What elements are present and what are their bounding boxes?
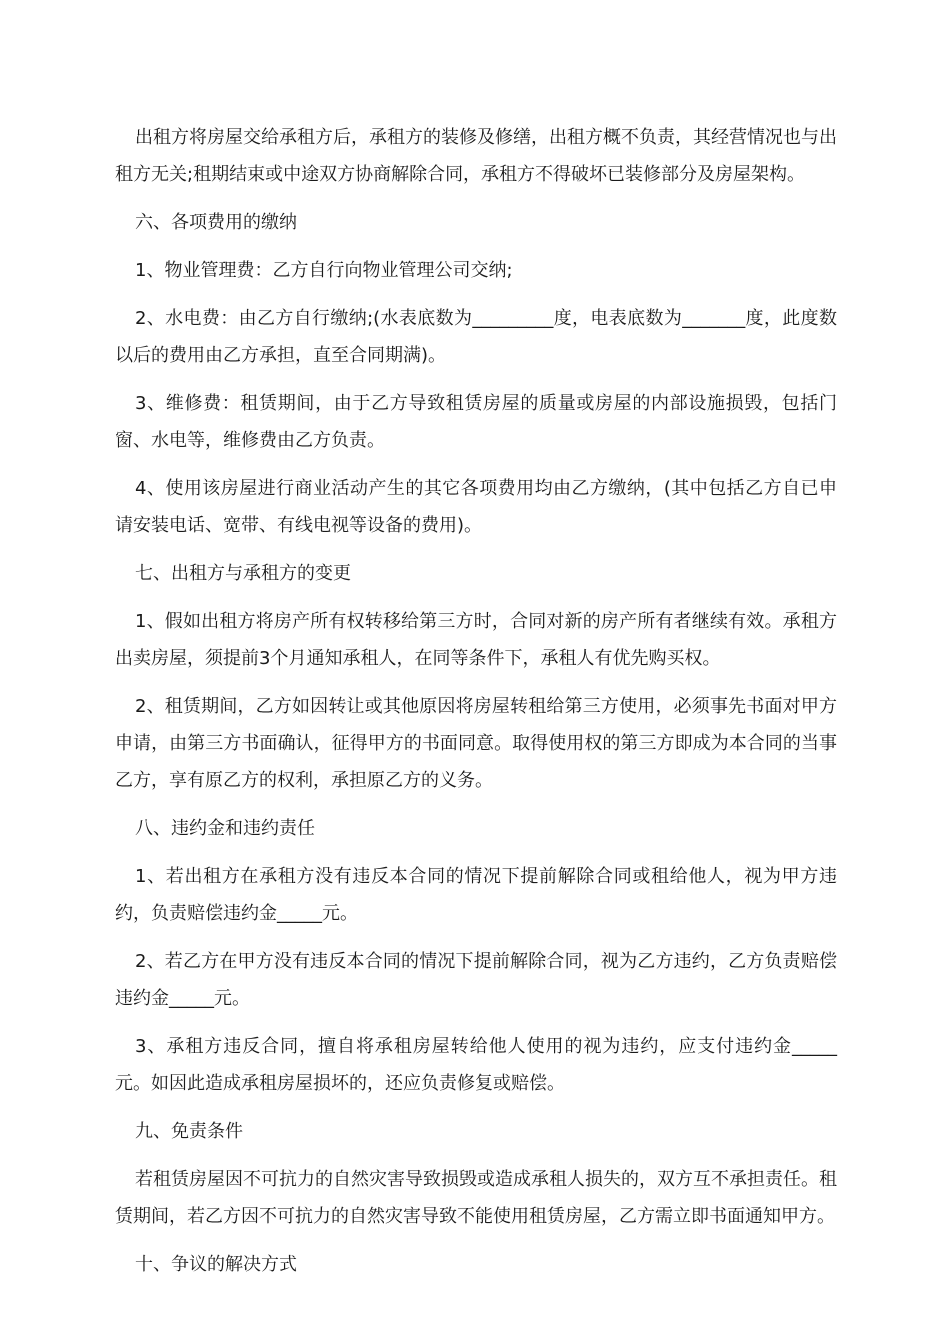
paragraph-ownership-transfer: 1、假如出租方将房产所有权转移给第三方时，合同对新的房产所有者继续有效。承租方出卖房屋，须提前3个月通知承租人，在同等条件下，承租人有优先购买权。 [115,611,837,669]
paragraph-property-fee: 1、物业管理费：乙方自行向物业管理公司交纳; [135,260,513,281]
paragraph-other-fees: 4、使用该房屋进行商业活动产生的其它各项费用均由乙方缴纳，(其中包括乙方自已申请安装电话、宽带、有线电视等设备的费用)。 [115,478,837,536]
section-heading-fees: 六、各项费用的缴纳 [135,212,297,233]
paragraph-sublease: 2、租赁期间，乙方如因转让或其他原因将房屋转租给第三方使用，必须事先书面对甲方申请，由第三方书面确认，征得甲方的书面同意。取得使用权的第三方即成为本合同的当事乙方，享有原乙方的权利，承担原乙方的义务。 [115,696,837,791]
paragraph-utility-fee: 2、水电费：由乙方自行缴纳;(水表底数为_________度，电表底数为_______度，此度数以后的费用由乙方承担，直至合同期满)。 [115,308,837,366]
section-heading-breach: 八、违约金和违约责任 [135,818,315,839]
document-body [115,119,837,1294]
paragraph-lessor-breach: 1、若出租方在承租方没有违反本合同的情况下提前解除合同或租给他人，视为甲方违约，负责赔偿违约金_____元。 [115,866,837,924]
paragraph-repair-fee: 3、维修费：租赁期间，由于乙方导致租赁房屋的质量或房屋的内部设施损毁，包括门窗、水电等，维修费由乙方负责。 [115,393,837,451]
section-heading-party-change: 七、出租方与承租方的变更 [135,563,351,584]
section-heading-dispute: 十、争议的解决方式 [135,1254,297,1275]
paragraph-unauthorized-sublet: 3、承租方违反合同，擅自将承租房屋转给他人使用的视为违约，应支付违约金_____元。如因此造成承租房屋损坏的，还应负责修复或赔偿。 [115,1036,837,1094]
paragraph-lessee-renovation: 出租方将房屋交给承租方后，承租方的装修及修缮，出租方概不负责，其经营情况也与出租方无关;租期结束或中途双方协商解除合同，承租方不得破坏已装修部分及房屋架构。 [115,127,837,185]
paragraph-force-majeure: 若租赁房屋因不可抗力的自然灾害导致损毁或造成承租人损失的，双方互不承担责任。租赁期间，若乙方因不可抗力的自然灾害导致不能使用租赁房屋，乙方需立即书面通知甲方。 [115,1169,837,1227]
paragraph-lessee-breach: 2、若乙方在甲方没有违反本合同的情况下提前解除合同，视为乙方违约，乙方负责赔偿违约金_____元。 [115,951,837,1009]
section-heading-exemption: 九、免责条件 [135,1121,243,1142]
